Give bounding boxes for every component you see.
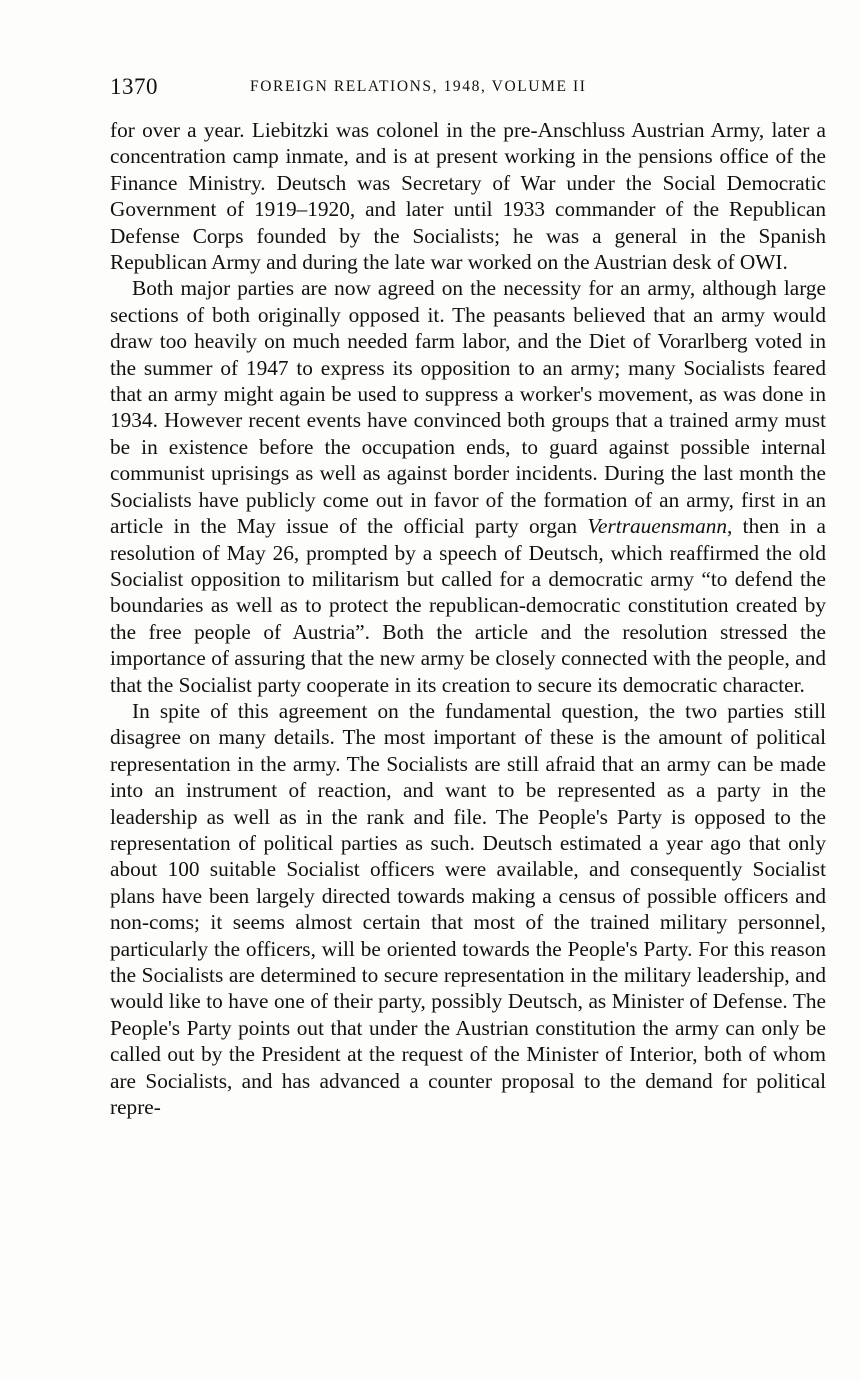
publication-title: Vertrauensmann <box>587 514 728 539</box>
body-text <box>110 117 826 1120</box>
paragraph-text-part: Both major parties are now agreed on the necessity for an army, although large sections of both originally opposed it. The peasants believed that an army would draw too heavily on much needed farm labor, and the Diet of Vorarlberg voted in the summer of 1947 to express its opposition to an army; many Socialists feared that an army might again be used to suppress a worker's movement, as was done in 1934. However recent events have convinced both groups that a trained army must be in existence before the occupation ends, to guard against possible internal communist uprisings as well as against border incidents. During the last month the Socialists have publicly come out in favor of the formation of an army, first in an article in the May issue of the official party organ <box>110 276 826 539</box>
paragraph-disagreements: In spite of this agreement on the fundamental question, the two parties still disagree on many details. The most important of these is the amount of political representation in the army. The Socialists are still afraid that an army can be made into an instrument of reaction, and want to be represented as a party in the leadership as well as in the rank and file. The People's Party is opposed to the representation of political parties as such. Deutsch estimated a year ago that only about 100 suitable Socialist officers were available, and consequently Socialist plans have been largely directed towards making a census of possible officers and non-coms; it seems almost certain that most of the trained military personnel, particularly the officers, will be oriented towards the People's Party. For this reason the Socialists are determined to secure representation in the military leadership, and would like to have one of their party, possibly Deutsch, as Minister of Defense. The People's Party points out that under the Austrian constitution the army can only be called out by the President at the request of the Minister of Interior, both of whom are Socialists, and has advanced a counter proposal to the demand for political repre- <box>110 698 826 1120</box>
paragraph-army-agreement <box>110 275 826 698</box>
page-header <box>110 74 828 108</box>
running-title: FOREIGN RELATIONS, 1948, VOLUME II <box>250 78 587 95</box>
paragraph-text-part: , then in a resolution of May 26, prompted by a speech of Deutsch, which reaffirmed the old Socialist opposition to militarism but called for a democratic army “to defend the boundaries as well as to protect the republican-democratic constitution created by the free people of Austria”. Both the article and the resolution stressed the importance of assuring that the new army be closely connected with the people, and that the Socialist party cooperate in its creation to secure its democratic character. <box>110 514 827 697</box>
paragraph-continuation: for over a year. Liebitzki was colonel in the pre-Anschluss Austrian Army, later a concentration camp inmate, and is at present working in the pensions office of the Finance Ministry. Deutsch was Secretary of War under the Social Democratic Government of 1919–1920, and later until 1933 commander of the Republican Defense Corps founded by the Socialists; he was a general in the Spanish Republican Army and during the late war worked on the Austrian desk of OWI. <box>110 118 826 275</box>
page-number: 1370 <box>110 74 158 99</box>
